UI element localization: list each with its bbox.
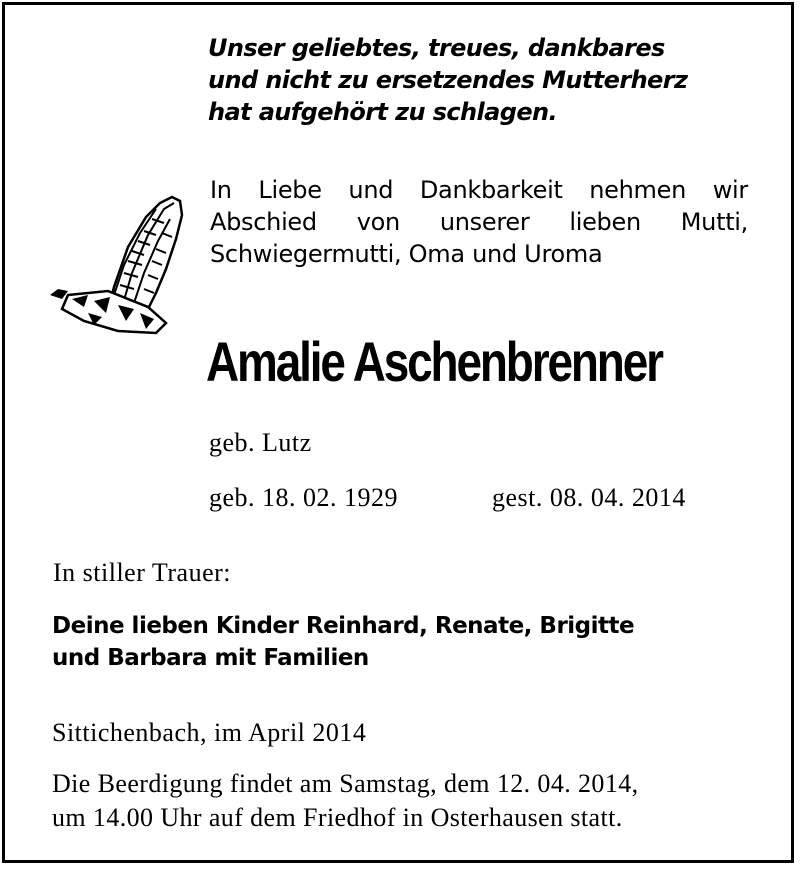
place-date: Sittichenbach, im April 2014 xyxy=(52,718,367,747)
farewell-line: Schwiegermutti, Oma und Uroma xyxy=(210,240,603,268)
death-date: gest. 08. 04. 2014 xyxy=(492,483,686,512)
deceased-name: Amalie Aschenbrenner xyxy=(206,330,662,393)
funeral-line: um 14.00 Uhr auf dem Friedhof in Osterhausen statt. xyxy=(52,803,623,832)
praying-hands-icon xyxy=(48,195,190,335)
farewell-text xyxy=(210,174,748,270)
intro-verse xyxy=(208,32,687,128)
intro-line: und nicht zu ersetzendes Mutterherz xyxy=(208,66,688,94)
birth-date: geb. 18. 02. 1929 xyxy=(209,483,399,512)
farewell-line: Abschied von unserer lieben Mutti, xyxy=(210,208,748,236)
intro-line: Unser geliebtes, treues, dankbares xyxy=(208,34,665,62)
family-signature xyxy=(52,610,634,674)
mourning-label: In stiller Trauer: xyxy=(53,558,231,587)
family-line: Deine lieben Kinder Reinhard, Renate, Brigitte xyxy=(52,613,635,639)
funeral-line: Die Beerdigung findet am Samstag, dem 12. 04. 2014, xyxy=(52,769,639,798)
farewell-line: In Liebe und Dankbarkeit nehmen wir xyxy=(210,176,748,204)
intro-line: hat aufgehört zu schlagen. xyxy=(208,98,558,126)
maiden-name: geb. Lutz xyxy=(209,428,312,457)
family-line: und Barbara mit Familien xyxy=(52,645,369,671)
funeral-notice xyxy=(52,767,639,835)
